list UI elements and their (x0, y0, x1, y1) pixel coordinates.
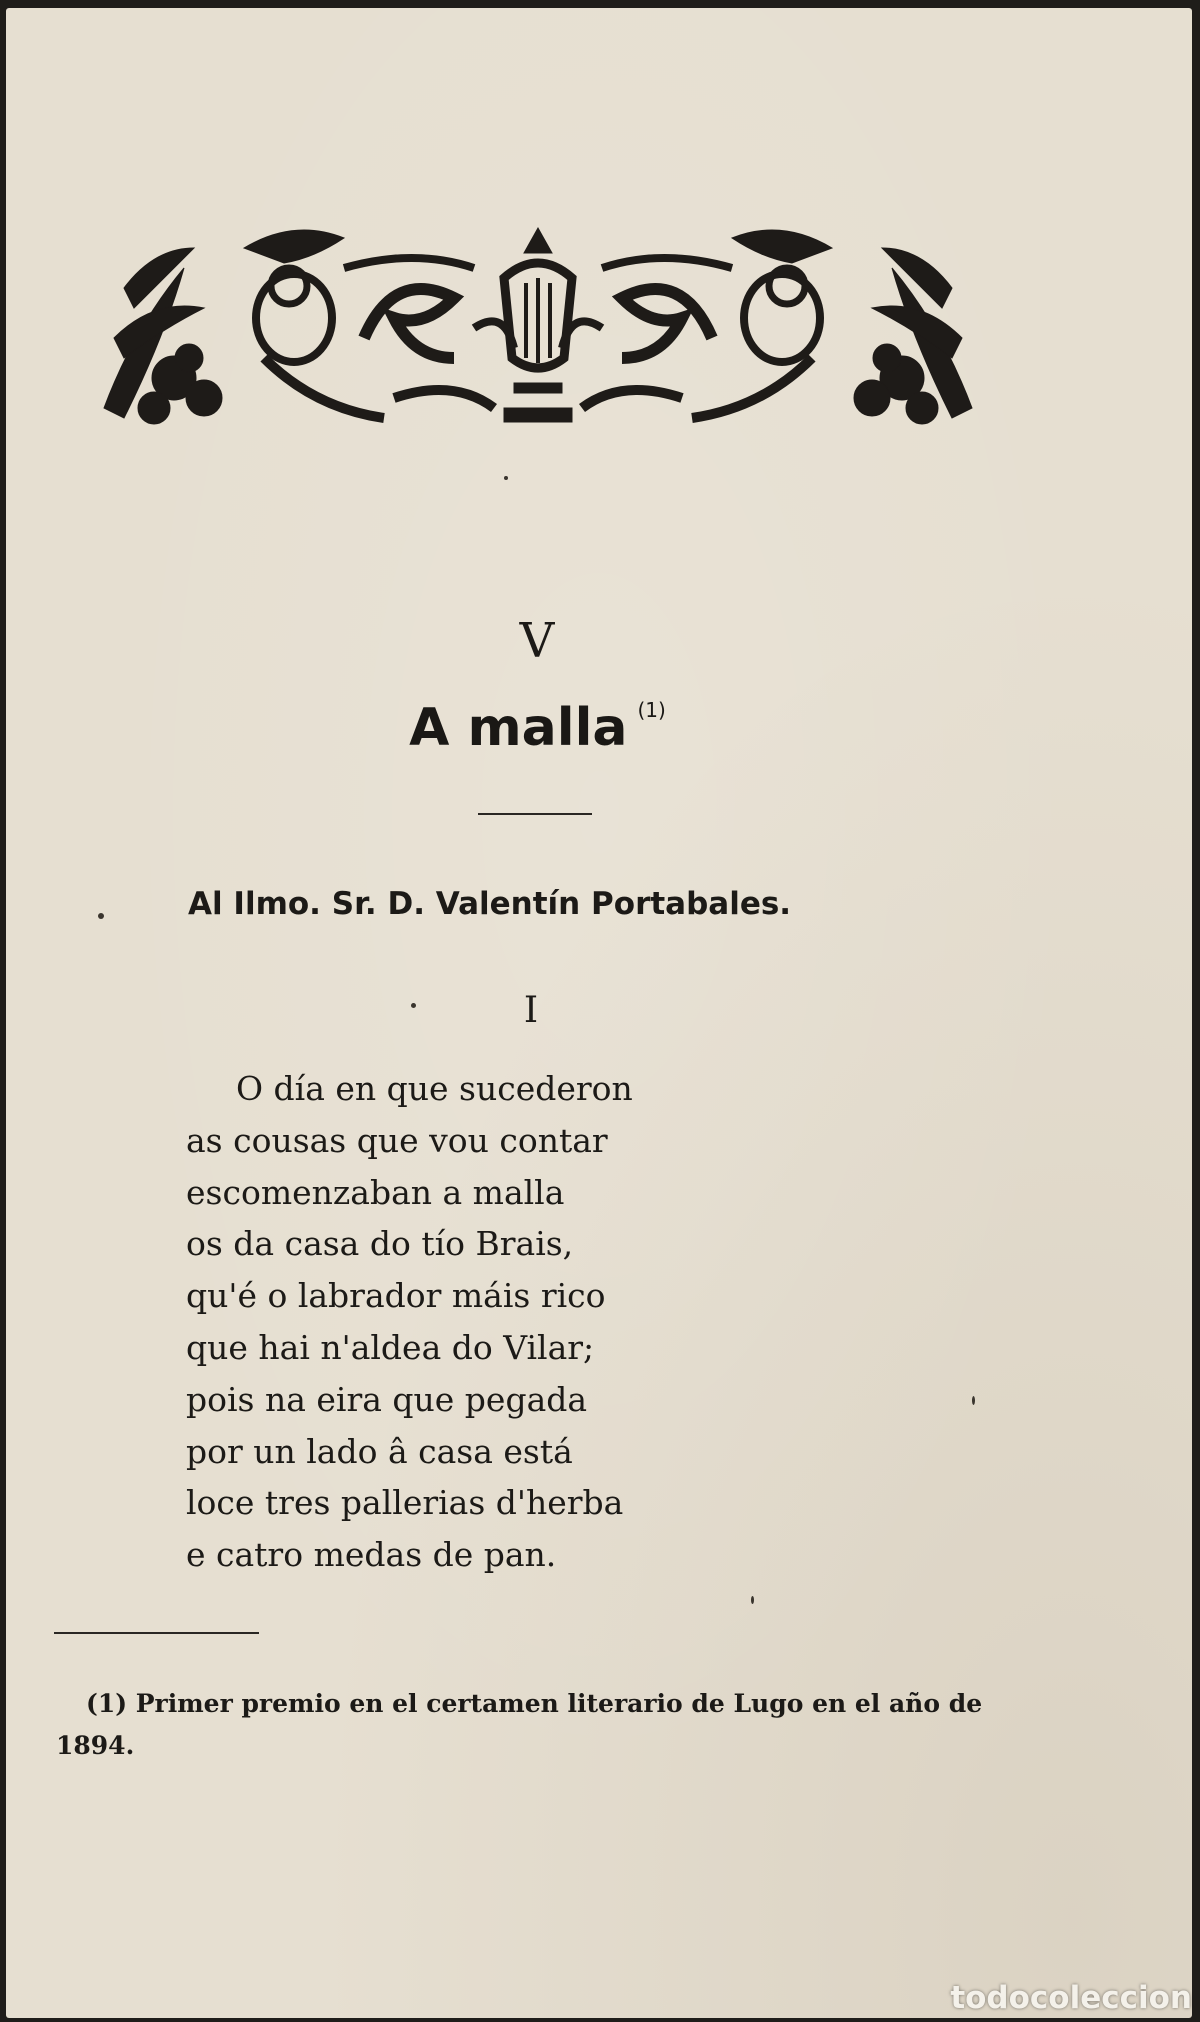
verse-line: O día en que sucederon (236, 1069, 633, 1108)
verse-line: as cousas que vou contar (186, 1120, 608, 1160)
chapter-number: V (519, 613, 556, 669)
paper-speck (504, 476, 508, 480)
chapter-title (6, 698, 1069, 758)
footnote: (1) Primer premio en el certamen literario de Lugo en el año de 1894. (56, 1689, 983, 1760)
paper-speck (98, 913, 104, 919)
verse-line: qu'é o labrador máis rico (186, 1276, 606, 1316)
watermark-logo: todocoleccion (950, 1980, 1192, 2016)
title-divider (478, 813, 592, 815)
paper-speck (972, 1396, 975, 1405)
section-number: I (523, 990, 539, 1031)
verse-line: pois na eira que pegada (186, 1379, 588, 1419)
dedication: Al Ilmo. Sr. D. Valentín Portabales. (188, 886, 792, 922)
paper-speck (411, 1003, 416, 1008)
poem-stanza (186, 1063, 633, 1581)
footnote-reference: (1) (637, 698, 666, 722)
chapter-title-text: A malla (409, 698, 628, 758)
paper-speck (751, 1596, 754, 1604)
verse-line: e catro medas de pan. (186, 1535, 557, 1575)
book-page (6, 8, 1192, 2018)
verse-line: que hai n'aldea do Vilar; (186, 1327, 595, 1367)
verse-line: escomenzaban a malla (186, 1172, 565, 1212)
verse-line: por un lado â casa está (186, 1431, 573, 1471)
verse-line: os da casa do tío Brais, (186, 1224, 574, 1264)
decorative-headpiece-icon (94, 208, 982, 438)
verse-line: loce tres pallerias d'herba (186, 1483, 624, 1523)
footnote-divider (54, 1632, 259, 1634)
